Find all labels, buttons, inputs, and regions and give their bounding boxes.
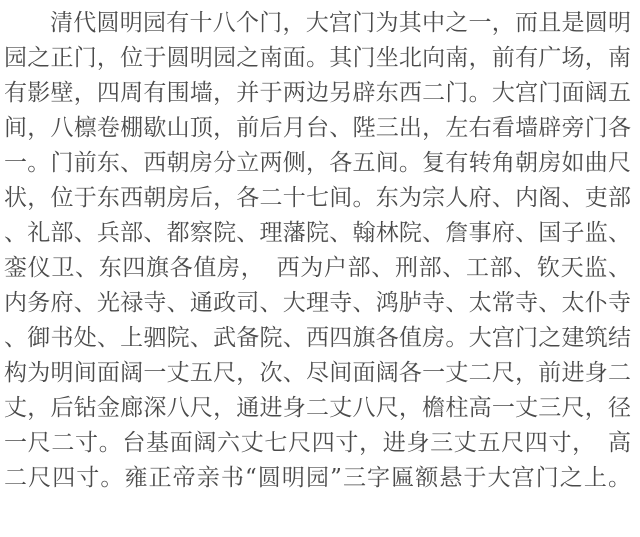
text-line-7: 、礼部、兵部、都察院、理藩院、翰林院、詹事府、国子监、 xyxy=(4,220,631,246)
text-line-12: 丈，后钻金廊深八尺，通进身二丈八尺，檐柱高一丈三尺，径 xyxy=(4,395,631,421)
text-line-5: 一。门前东、西朝房分立两侧，各五间。复有转角朝房如曲尺 xyxy=(4,150,631,176)
text-line-8: 銮仪卫、东四旗各值房， 西为户部、刑部、工部、钦天监、 xyxy=(4,255,631,281)
text-line-4: 间，八檩卷棚歇山顶，前后月台、陛三出，左右看墙辟旁门各 xyxy=(4,115,631,141)
text-line-11: 构为明间面阔一丈五尺，次、尽间面阔各一丈二尺，前进身二 xyxy=(4,360,631,386)
text-line-1: 清代圆明园有十八个门，大宫门为其中之一，而且是圆明 xyxy=(50,10,631,36)
text-line-14: 二尺四寸。雍正帝亲书“圆明园”三字匾额悬于大宫门之上。 xyxy=(4,465,631,491)
text-line-3: 有影壁，四周有围墙，并于两边另辟东西二门。大宫门面阔五 xyxy=(4,80,631,106)
text-line-6: 状，位于东西朝房后，各二十七间。东为宗人府、内阁、吏部 xyxy=(4,185,631,211)
text-line-9: 内务府、光禄寺、通政司、大理寺、鸿胪寺、太常寺、太仆寺 xyxy=(4,290,631,316)
text-line-2: 园之正门，位于圆明园之南面。其门坐北向南，前有广场，南 xyxy=(4,45,631,71)
text-line-13: 一尺二寸。台基面阔六丈七尺四寸，进身三丈五尺四寸， 高 xyxy=(4,430,631,456)
text-line-10: 、御书处、上驷院、武备院、西四旗各值房。大宫门之建筑结 xyxy=(4,325,631,351)
